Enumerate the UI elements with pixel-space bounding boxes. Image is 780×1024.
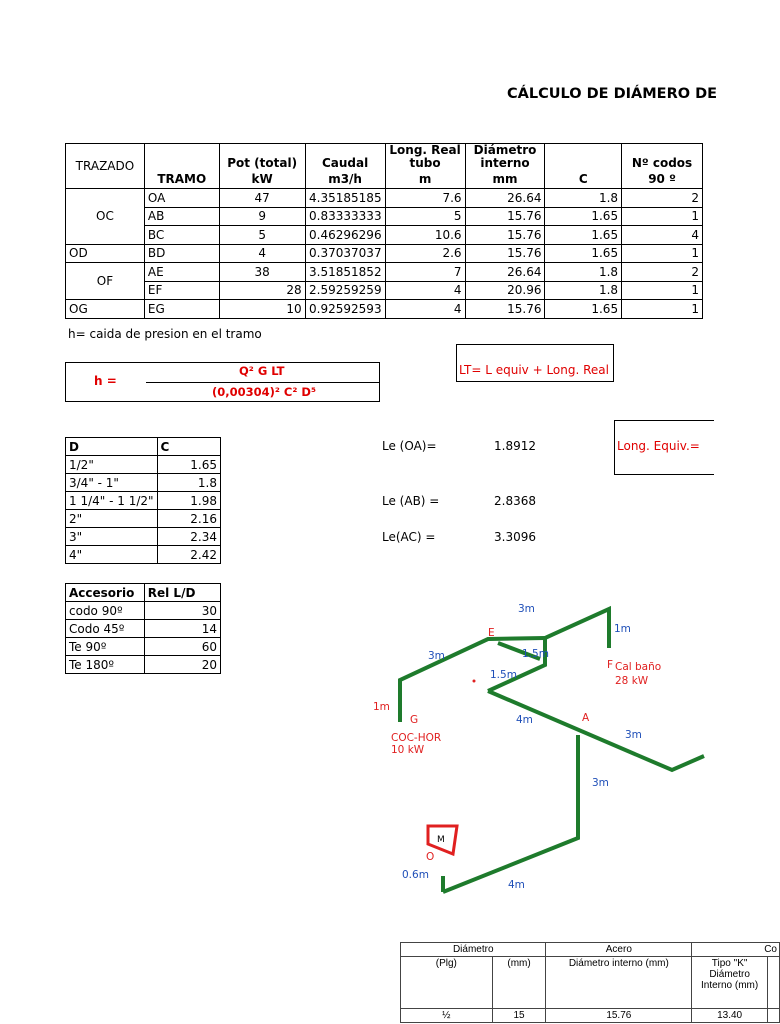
table-row: 2" 2.16 [66, 510, 221, 528]
formula-denominator: (0,00304)² C² D⁵ [212, 385, 316, 399]
header-diam: Diámetro interno [465, 144, 545, 171]
tramo-cell: BD [144, 244, 219, 263]
dim-label: 0.6m [402, 869, 429, 881]
table-row: 4" 2.42 [66, 546, 221, 564]
note-text: h= caida de presion en el tramo [68, 327, 262, 341]
table-row: 1 1/4" - 1 1/2" 1.98 [66, 492, 221, 510]
node-label-e: E [488, 627, 495, 639]
tramo-cell: OA [144, 189, 219, 208]
c-table-header-d: D [66, 438, 158, 456]
appliance-power: 10 kW [391, 744, 425, 756]
dim-label: 3m [428, 650, 445, 662]
tramo-cell: EG [144, 300, 219, 319]
le-ab-value: 2.8368 [494, 494, 536, 508]
table-row: EF 28 2.59259259 4 20.96 1.8 1 [66, 281, 703, 300]
dim-label: 4m [516, 714, 533, 726]
node-label-g: G [410, 714, 419, 726]
le-ab-label: Le (AB) = [382, 494, 440, 508]
dim-label: 4m [508, 879, 525, 891]
table-row: AB 9 0.83333333 5 15.76 1.65 1 [66, 207, 703, 226]
header-c: C [545, 170, 622, 189]
appliance-label: Cal baño [615, 661, 662, 673]
node-label-o: O [426, 851, 435, 863]
group-label: OG [66, 300, 145, 319]
meter-label: M [437, 835, 445, 845]
header-tramo: TRAMO [144, 170, 219, 189]
header-caudal-unit: m3/h [305, 170, 385, 189]
ref-header-diametro: Diámetro [401, 943, 546, 957]
header-trazado: TRAZADO [66, 144, 145, 189]
acc-table-header-acc: Accesorio [66, 584, 145, 602]
dim-label: 1.5m [522, 648, 549, 660]
header-pot-unit: kW [219, 170, 305, 189]
le-ac-value: 3.3096 [494, 530, 536, 544]
le-oa-label: Le (OA)= [382, 439, 437, 453]
dim-label: 3m [625, 729, 642, 741]
table-row: 1/2" 1.65 [66, 456, 221, 474]
dim-label: 1m [373, 701, 390, 713]
le-ac-label: Le(AC) = [382, 530, 436, 544]
table-row: OG EG 10 0.92592593 4 15.76 1.65 1 [66, 300, 703, 319]
tramo-cell: AE [144, 263, 219, 282]
header-long-unit: m [385, 170, 465, 189]
pipe-segment [488, 691, 704, 770]
page-title: CÁLCULO DE DIÁMERO DE [507, 86, 718, 102]
table-row: OF AE 38 3.51851852 7 26.64 1.8 2 [66, 263, 703, 282]
lt-formula: LT= L equiv + Long. Real [459, 363, 609, 377]
dim-label: 3m [518, 603, 535, 615]
le-oa-value: 1.8912 [494, 439, 536, 453]
dim-label: 1.5m [490, 669, 517, 681]
group-label: OC [66, 189, 145, 245]
reference-table: Diámetro Acero Co (Plg) (mm) Diámetro interno (mm) Tipo "K" Diámetro Interno (mm) ½ 15 15.76 13.40 [400, 942, 780, 1023]
node-label-a: A [582, 712, 590, 724]
appliance-power: 28 kW [615, 675, 649, 687]
tramo-cell: AB [144, 207, 219, 226]
table-row: 3/4" - 1" 1.8 [66, 474, 221, 492]
long-equiv-label: Long. Equiv.= [617, 439, 700, 453]
table-row: Te 90º 60 [66, 638, 221, 656]
table-row: Te 180º 20 [66, 656, 221, 674]
header-codos: Nº codos [622, 144, 703, 171]
c-table-header-c: C [157, 438, 220, 456]
group-label: OF [66, 263, 145, 300]
appliance-label: COC-HOR [391, 732, 442, 744]
dim-label: 1m [614, 623, 631, 635]
point-marker [473, 680, 476, 683]
ref-header-acero: Acero [546, 943, 692, 957]
acc-table-header-rel: Rel L/D [144, 584, 220, 602]
tramo-cell: BC [144, 226, 219, 245]
header-pot: Pot (total) [219, 144, 305, 171]
table-row: codo 90º 30 [66, 602, 221, 620]
header-diam-unit: mm [465, 170, 545, 189]
table-row: Codo 45º 14 [66, 620, 221, 638]
formula-numerator: Q² G LT [239, 364, 285, 378]
formula-lhs: h = [94, 374, 117, 388]
ref-header-cobre: Co [692, 943, 780, 957]
table-row: ½ 15 15.76 13.40 [401, 1009, 780, 1023]
table-row: OC OA 47 4.35185185 7.6 26.64 1.8 2 [66, 189, 703, 208]
header-caudal: Caudal [305, 144, 385, 171]
node-label-f: F [607, 659, 614, 671]
header-long: Long. Real tubo [385, 144, 465, 171]
table-row: BC 5 0.46296296 10.6 15.76 1.65 4 [66, 226, 703, 245]
pipe-segment [443, 735, 578, 892]
table-row: OD BD 4 0.37037037 2.6 15.76 1.65 1 [66, 244, 703, 263]
tramo-cell: EF [144, 281, 219, 300]
group-label: OD [66, 244, 145, 263]
dim-label: 3m [592, 777, 609, 789]
table-row: 3" 2.34 [66, 528, 221, 546]
header-codos-unit: 90 º [622, 170, 703, 189]
